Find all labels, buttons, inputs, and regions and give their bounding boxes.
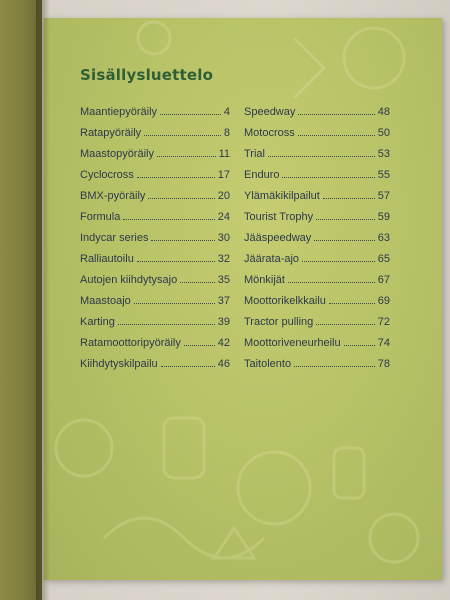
toc-entry-label: Formula — [80, 211, 121, 223]
toc-entry — [244, 274, 390, 295]
spine-shadow — [36, 0, 50, 600]
toc-entry-label: Kiihdytyskilpailu — [80, 358, 158, 370]
toc-entry-label: Tourist Trophy — [244, 211, 314, 223]
toc-entry-page: 17 — [217, 169, 230, 181]
toc-entry-page: 63 — [377, 232, 390, 244]
toc-entry-page: 4 — [223, 106, 230, 118]
toc-entry-page: 67 — [377, 274, 390, 286]
toc-entry-label: Cyclocross — [80, 169, 134, 181]
dot-leader — [118, 324, 215, 325]
toc-entry — [80, 253, 230, 274]
toc-entry-page: 11 — [218, 148, 230, 160]
toc-entry — [244, 358, 390, 379]
dot-leader — [282, 177, 374, 178]
toc-entry-label: Speedway — [244, 106, 296, 118]
toc-entry-label: Maantiepyöräily — [80, 106, 158, 118]
toc-entry-page: 30 — [217, 232, 230, 244]
toc-entry — [80, 337, 230, 358]
toc-entry-label: Motocross — [244, 127, 295, 139]
dot-leader — [134, 303, 215, 304]
toc-entry-page: 69 — [377, 295, 390, 307]
dot-leader — [184, 345, 215, 346]
toc-entry — [244, 190, 390, 211]
toc-entry-page: 39 — [217, 316, 230, 328]
toc-entry — [244, 232, 390, 253]
toc-entry-page: 48 — [377, 106, 390, 118]
toc-entry-page: 24 — [217, 211, 230, 223]
dot-leader — [316, 324, 374, 325]
toc-entry-page: 57 — [377, 190, 390, 202]
dot-leader — [316, 219, 375, 220]
toc-entry — [244, 337, 390, 358]
toc-title: Sisällysluettelo — [80, 66, 214, 84]
dot-leader — [298, 114, 374, 115]
dot-leader — [157, 156, 216, 157]
toc-entry-label: Ratapyöräily — [80, 127, 142, 139]
toc-entry-page: 72 — [377, 316, 390, 328]
dot-leader — [137, 177, 215, 178]
book-page — [44, 18, 442, 580]
toc-entry — [244, 316, 390, 337]
toc-entry-label: Ratamoottoripyöräily — [80, 337, 181, 349]
toc-entry-label: Enduro — [244, 169, 280, 181]
toc-entry-label: Jääspeedway — [244, 232, 312, 244]
toc-entry-label: Ralliautoilu — [80, 253, 134, 265]
dot-leader — [151, 240, 214, 241]
toc-entry — [244, 169, 390, 190]
dot-leader — [180, 282, 215, 283]
toc-entry-label: Moottoriveneurheilu — [244, 337, 341, 349]
toc-entry-label: Karting — [80, 316, 115, 328]
toc-entry — [80, 358, 230, 379]
toc-entry-label: Maastopyöräily — [80, 148, 154, 160]
dot-leader — [329, 303, 375, 304]
toc-entry — [80, 106, 230, 127]
toc-entry — [80, 211, 230, 232]
dot-leader — [137, 261, 215, 262]
toc-entry-label: Moottorikelkkailu — [244, 295, 326, 307]
toc-entry — [80, 232, 230, 253]
toc-entry-label: Trial — [244, 148, 265, 160]
toc-entry-page: 65 — [377, 253, 390, 265]
toc-entry-page: 35 — [217, 274, 230, 286]
toc-entry — [244, 211, 390, 232]
dot-leader — [344, 345, 375, 346]
toc-entry — [80, 127, 230, 148]
toc-entry — [80, 274, 230, 295]
dot-leader — [288, 282, 375, 283]
toc-entry — [80, 190, 230, 211]
toc-entry — [80, 148, 230, 169]
toc-entry-label: Indycar series — [80, 232, 149, 244]
toc-entry-page: 78 — [377, 358, 390, 370]
toc-entry-page: 42 — [217, 337, 230, 349]
toc-entry — [244, 148, 390, 169]
toc-entry — [80, 295, 230, 316]
dot-leader — [161, 366, 215, 367]
toc-entry-label: BMX-pyöräily — [80, 190, 146, 202]
toc-column-right — [244, 106, 390, 379]
dot-leader — [144, 135, 221, 136]
toc-entry — [244, 253, 390, 274]
dot-leader — [123, 219, 214, 220]
toc-entry-page: 74 — [377, 337, 390, 349]
toc-entry-page: 37 — [217, 295, 230, 307]
toc-entry-page: 32 — [217, 253, 230, 265]
dot-leader — [298, 135, 375, 136]
toc-entry — [244, 106, 390, 127]
dot-leader — [323, 198, 375, 199]
toc-entry-label: Mönkijät — [244, 274, 285, 286]
toc-entry-page: 46 — [217, 358, 230, 370]
dot-leader — [302, 261, 375, 262]
toc-entry-label: Maastoajo — [80, 295, 131, 307]
toc-entry — [80, 316, 230, 337]
toc-entry — [244, 127, 390, 148]
toc-entry-label: Ylämäkikilpailut — [244, 190, 320, 202]
dot-leader — [148, 198, 214, 199]
toc-column-left — [80, 106, 230, 379]
toc-entry-label: Jäärata-ajo — [244, 253, 300, 265]
toc-entry-page: 20 — [217, 190, 230, 202]
dot-leader — [160, 114, 221, 115]
toc-entry-label: Taitolento — [244, 358, 292, 370]
toc-entry — [80, 169, 230, 190]
toc-entry-label: Tractor pulling — [244, 316, 314, 328]
toc-entry-page: 59 — [377, 211, 390, 223]
dot-leader — [314, 240, 374, 241]
dot-leader — [268, 156, 375, 157]
toc-entry-page: 8 — [223, 127, 230, 139]
toc-entry — [244, 295, 390, 316]
toc-entry-page: 55 — [377, 169, 390, 181]
toc-entry-page: 50 — [377, 127, 390, 139]
toc-entry-label: Autojen kiihdytysajo — [80, 274, 178, 286]
dot-leader — [294, 366, 375, 367]
toc-entry-page: 53 — [377, 148, 390, 160]
